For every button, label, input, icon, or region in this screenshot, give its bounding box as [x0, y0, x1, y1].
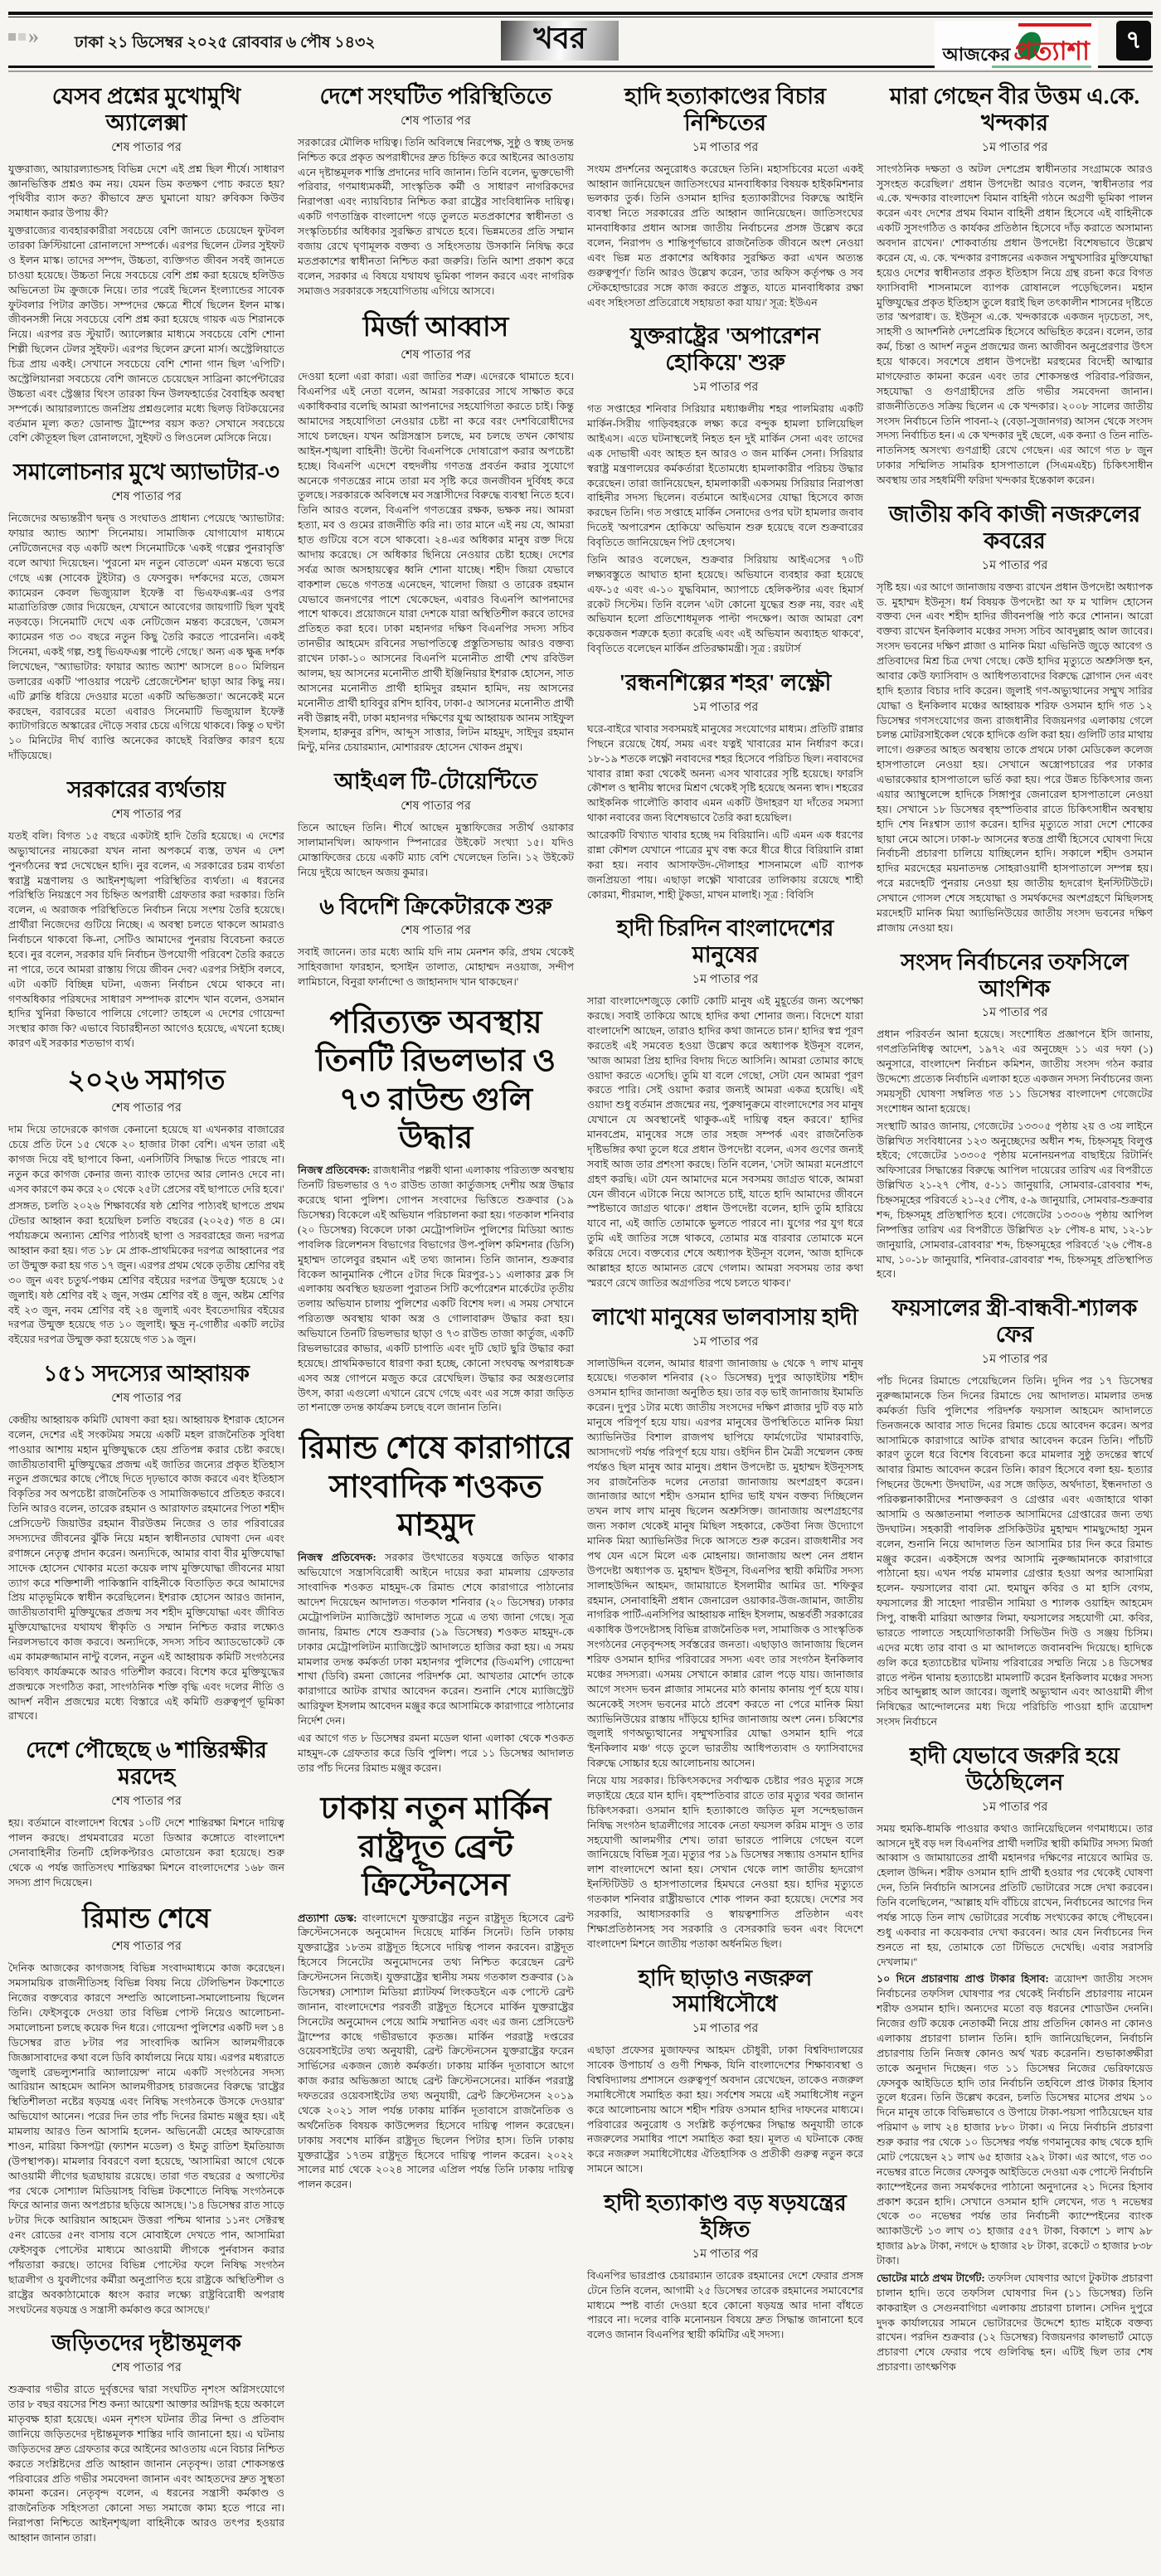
column-3	[587, 80, 863, 2356]
continued-from-label: শেষ পাতার পর	[111, 1101, 182, 1115]
article-paragraph: দেওয়া হলো এরা কারা। এরা জাতির শত্রু। এদেরকে থামাতে হবে। বিএনপির এই নেতা বলেন, আমরা সরকারের সাথে সাক্ষাত করে একাধিকবার বলেছি আমরা আপনাদের সহযোগিতা করতে চাই। কিন্তু আমাদের সহযোগিতা নেওয়ার চেষ্টা না করে বরং দেশবিরোধীদের সাথে চলছেন। যখন অগ্নিসন্ত্রাস চলছে, মব চলছে তখন কোথায় আইন-শৃঙ্খলা বাহিনী! উল্টো বিএনপিকে দোষারোপ করার অপচেষ্টা হচ্ছে। বিএনপি এদেশে বহুদলীয় গণতন্ত্র প্রবর্তন করার সুযোগে অনেকে গণতন্ত্রের নামে তারা মব সৃষ্টি করে জনজীবন দুর্বিষহ করে তুলছে। সরকারকে অবিলম্বে মব সন্ত্রাসীদের বিরুদ্ধে ব্যবস্থা নিতে হবে। তিনি আরও বলেন, বিএনপি গণতন্ত্রের রক্ষক, ভক্ষক নয়। আমরা হত্যা, মব ও গুমের রাজনীতি করি না। তার মানে এই নয় যে, আমরা হাত গুটিয়ে বসে বসে থাকবো। ২৪-এর অধিকার মানুষ রক্ত দিয়ে আদায় করেছে। সে অধিকার ছিনিয়ে নেওয়ার চেষ্টা হচ্ছে। দেশের সর্বত্র আজ অসহায়ত্বের ধ্বনি শোনা যাচ্ছে। শহীদ জিয়া যেভাবে বাকশাল ভেঙে গণতন্ত্র এনেছেন, খালেদা জিয়া ও তারেক রহমান যেভাবে জনগণের পাশে থেকেছেন, এবারও বিএনপি আপনাদের পাশে থাকবে। প্রয়োজনে যারা দেশকে যারা অস্থিতিশীল করবে তাদের প্রতিহত করা হবে। ঢাকা মহানগর দক্ষিণ বিএনপির সদস্য সচিব তানভীর আহমেদ রবিনের সভাপতিত্বে প্রস্তুতিসভায় আরও বক্তব্য রাখেন ঢাকা-১০ আসনের বিএনপি মনোনীত প্রার্থী শেখ রবিউল আলম, ছয় আসনের মনোনীত প্রার্থী ইঞ্জিনিয়ার ইশরাক হোসেন, সাত আসনের মনোনীত প্রার্থী হামিদুর রহমান হামিদ, নয় আসনের মনোনীত প্রার্থী হাবিবুর রশিদ হাবিব, ঢাকা-৫ আসনের মনোনীত প্রার্থী নবী উল্লাহ নবী, ঢাকা মহানগর দক্ষিণের যুগ্ম আহ্বায়ক আনম সাইফুল ইসলাম, হারুনুর রশিদ, আব্দুস সাত্তার, লিটন মাহমুদ, সাইদুর রহমান মিন্টু, মনির চেয়ারম্যান, মোশাররফ হোসেন খোকন প্রমুখ।	[298, 371, 574, 754]
article	[8, 1361, 284, 1724]
continued-from-label: ১ম পাতার পর	[692, 1334, 759, 1349]
continued-from-label: শেষ পাতার পর	[401, 924, 471, 938]
article-paragraph: ভোটের মাঠে প্রথম টার্গেট: তফসিল ঘোষণার আগে টুকটাক প্রচারণা চালান হাদি। তবে তফসিল ঘোষণার দিন (১১ ডিসেম্বর) তিনি কাকরাইল ও সেগুনবাগিচা এলাকায় প্রচারণা চালান। সেদিন দুপুরে দুদক কার্যালয়ের সামনে ভোটারদের উদ্দেশে হ্যান্ড মাইকে বক্তব্য রাখেন। পরদিন শুক্রবার (১২ ডিসেম্বর) বিজয়নগর কালভার্ট মোড়ে প্রচারণা শেষে ফেরার পথে গুলিবিদ্ধ হন। এটিই ছিল তার শেষ প্রচারণা। তাৎক্ষণিক	[877, 2272, 1153, 2374]
article-paragraph: সবাই জানেন। তার মধ্যে আমি যদি নাম মেনশন করি, প্রথম থেকেই সাহিবজাদা ফারহান, হুসাইন তালাত, মোহাম্মদ নওয়াজ, সন্দীপ লামিচানে, বিনুরা ফার্নান্দো ও জাহানদাদ খান থাকছেন।'	[298, 946, 574, 989]
article	[8, 777, 284, 1052]
article-headline: সমালোচনার মুখে অ্যাভাটার-৩	[13, 459, 279, 485]
article-headline: সরকারের ব্যর্থতায়	[66, 777, 226, 803]
article	[587, 84, 863, 310]
continued-from-label: শেষ পাতার পর	[111, 1391, 182, 1405]
article	[587, 1966, 863, 2178]
article	[8, 1903, 284, 2317]
corner-marker-icon	[8, 26, 39, 47]
byline: ভোটের মাঠে প্রথম টার্গেট:	[877, 2272, 989, 2284]
article	[8, 84, 284, 446]
continued-from-label: শেষ পাতার পর	[111, 1795, 182, 1809]
article-paragraph: সরকারের মৌলিক দায়িত্ব। তিনি অবিলম্বে নিরপেক্ষ, সুষ্ঠু ও স্বচ্ছ তদন্ত নিশ্চিত করে প্রকৃত অপরাধীদের দ্রুত চিহ্নিত করে আইনের আওতায় এনে দৃষ্টান্তমূলক শাস্তি প্রদানের দাবি জানান। তিনি বলেন, ভুক্তভোগী পরিবার, গণমাধ্যমকর্মী, সাংস্কৃতিক কর্মী ও সাধারণ নাগরিকদের নিরাপত্তা এবং ন্যায়বিচার নিশ্চিত করা রাষ্ট্রের সাংবিধানিক দায়িত্ব। একটি গণতান্ত্রিক বাংলাদেশ গড়ে তুলতে মতপ্রকাশের স্বাধীনতা ও সংস্কৃতিচর্চার অধিকার সুরক্ষিত রাখতে হবে। ভিন্নমতের প্রতি সম্মান বজায় রেখে ঘৃণামূলক বক্তব্য ও সহিংসতায় উসকানি নিষিদ্ধ করে মতপ্রকাশের স্বাধীনতা নিশ্চিত করা জরুরি। তিনি আশা প্রকাশ করে বলেন, সরকার এ বিষয়ে যথাযথ ভূমিকা পালন করবে এবং নাগরিক সমাজও সরকারকে সহযোগিতায় এগিয়ে আসবে।	[298, 136, 574, 297]
article-paragraph: ঘরে-বাইরে খাবার সবসময়ই মানুষের সংযোগের মাধ্যম। প্রতিটি রান্নার পিছনে রয়েছে ধৈর্য, সময় এবং যত্নই খাবারের মান নির্ধারণ করে। ১৮-১৯ শতকে লক্ষ্ণৌ নবাবদের শহর হিসেবে পরিচিত ছিল। নবাবদের খাবার রান্না করা থেকেই অনন্য এসব খাবারের সৃষ্টি হয়েছে। ফারসি কৌশল ও স্থানীয় স্বাদের মিশ্রণ থেকেই সৃষ্টি হয়েছে অনন্য স্বাদ। শহরের আইকনিক গালৌতি কাবাব এমন একটি উদাহরণ যা দাঁতের সমস্যা থাকা নবাবের জন্য বিশেষভাবে তৈরি করা হয়েছিল।	[587, 722, 863, 824]
article-paragraph: সারা বাংলাদেশজুড়ে কোটি কোটি মানুষ এই মুহূর্তের জন্য অপেক্ষা করছে। সবাই তাকিয়ে আছে হাদির কথা শোনার জন্য। বিদেশে যারা বাংলাদেশি আছেন, তারাও হাদির কথা জানতে চান।' হাদির স্বপ্ন পূরণ করতেই এই সমবেত হওয়া উল্লেখ করে অধ্যাপক ইউনূস বলেন, 'আজ আমরা প্রিয় হাদির বিদায় দিতে আসিনি। আমরা তোমার কাছে ওয়াদা করতে এসেছি। তুমি যা বলে গেছো, সেটা যেন আমরা পূরণ করতে পারি। সেই ওয়াদা করার জন্যই আমরা একত্র হয়েছি। এই ওয়াদা শুধু বর্তমান প্রজন্মের নয়, পুরুষানুক্রমে বাংলাদেশের সব মানুষ যেখানে যে অবস্থানেই থাকুক-এই দায়িত্ব বহন করবে।' হাদির মানবপ্রেম, মানুষের সঙ্গে তার সহজ সম্পর্ক এবং রাজনৈতিক দৃষ্টিভঙ্গির কথা তুলে ধরে প্রধান উপদেষ্টা বলেন, এসব গুণের জন্যই সবাই আজ তার প্রশংসা করছে। তিনি বলেন, 'সেটা আমরা মনেপ্রাণে গ্রহণ করছি। এটা যেন আমাদের মনে সবসময় জাগ্রত থাকে, আমরা যেন জীবনে এটাকে নিয়ে আসতে চাই, যাতে হাদি আমাদের জীবনে স্পষ্টভাবে জাগ্রত থাকে।' প্রধান উপদেষ্টা বলেন, হাদি তুমি হারিয়ে যাবে না, এই জাতি তোমাকে ভুলতে পারবে না। যুগের পর যুগ ধরে তুমি এই জাতির সঙ্গে থাকবে, তোমার মন্ত্র বারবার তোমাকে মনে করিয়ে দেবে। বক্তব্যের শেষে অধ্যাপক ইউনূস বলেন, 'আজ হাদিকে আল্লাহর হাতে আমানত রেখে গেলাম। আমরা সবসময় তার কথা স্মরণে রেখে জাতির অগ্রগতির পথে চলতে থাকব।'	[587, 995, 863, 1289]
article-headline: মির্জা আব্বাস	[362, 313, 509, 343]
article-paragraph: এছাড়া প্রফেসর মুজাফফর আহমদ চৌধুরী, ঢাকা বিশ্ববিদ্যালয়ের সাবেক উপাচার্য ও গুণী শিক্ষক, যিনি বাংলাদেশের শিক্ষাব্যবস্থা ও বিশ্ববিদ্যালয় প্রশাসনে গুরুত্বপূর্ণ অবদান রেখেছেন, তাকেও নজরুল সমাধিসৌধে সমাহিত করা হয়। সর্বশেষ সময়ে এই সমাধিসৌধ নতুন করে আলোচনায় আসে শহীদ শরিফ ওসমান হাদির দাফনের মাধ্যমে। পরিবারের অনুরোধ ও সংশ্লিষ্ট কর্তৃপক্ষের সিদ্ধান্ত অনুযায়ী তাকে নজরুলের সমাধির পাশে সমাহিত করা হয়। মূলত এ ঘটনাকে কেন্দ্র করে নজরুল সমাধিসৌধের ঐতিহাসিক ও প্রতীকী গুরুত্ব নতুন করে সামনে আসে।	[587, 2044, 863, 2175]
article-paragraph: তিনি আরও বলেছেন, শুক্রবার সিরিয়ায় আইএসের ৭০টি লক্ষ্যবস্তুতে আঘাত হানা হয়েছে। অভিযানে ব্যবহার করা হয়েছে এফ-১৫ এবং এ-১০ যুদ্ধবিমান, অ্যাপাচে হেলিকপ্টার এবং হিমার্স রকেট সিস্টেম। তিনি বলেন 'এটা কোনো যুদ্ধের শুরু নয়, বরং এই অভিযান হলো প্রতিশোধমূলক পাল্টা পদক্ষেপ। আজ আমরা বেশ কয়েকজন শত্রুকে হত্যা করেছি এবং এই অভিযান অব্যাহত থাকবে', বিবৃতিতে বলেছেন মার্কিন প্রতিরক্ষামন্ত্রী। সূত্র : রয়টার্স	[587, 553, 863, 655]
article	[587, 1305, 863, 1952]
article-headline: ২০২৬ সমাগত	[67, 1066, 226, 1096]
article-paragraph: সংযম প্রদর্শনের অনুরোধও করেছেন তিনি। মহাসচিবের মতো একই আহ্বান জানিয়েছেন জাতিসংঘের মানবাধিকার বিষয়ক হাইকমিশনার ভলকার তুর্ক। তিনি ওসমান হাদির হত্যাকারীদের বিরুদ্ধে আইনি ব্যবস্থা নিতে সরকারের প্রতি আহ্বান জানিয়েছেন। জাতিসংঘের মানবাধিকার প্রধান আসন্ন জাতীয় নির্বাচনের প্রসঙ্গ উল্লেখ করে বলেন, 'নিরাপদ ও শান্তিপূর্ণভাবে রাজনৈতিক জীবনে অংশ নেওয়া এবং ভিন্ন মত প্রকাশের অধিকার সুরক্ষিত করা এখন অত্যন্ত গুরুত্বপূর্ণ।' তিনি আরও উল্লেখ করেন, 'তার অফিস কর্তৃপক্ষ ও সব স্টেকহোল্ডারের সঙ্গে কাজ করতে প্রস্তুত, যাতে মানবাধিকার রক্ষা এবং সহিংসতা প্রতিরোধে সহায়তা করা যায়।' সূত্র: ইউএন	[587, 163, 863, 309]
continued-from-label: ১ম পাতার পর	[981, 140, 1048, 154]
article	[298, 769, 574, 880]
continued-from-label: শেষ পাতার পর	[401, 800, 471, 814]
article-headline: হাদি হত্যাকাণ্ডের বিচার নিশ্চিতের	[624, 84, 826, 135]
article	[587, 2190, 863, 2343]
continued-from-label: শেষ পাতার পর	[401, 348, 471, 362]
article-headline: হাদী চিরদিন বাংলাদেশের মানুষের	[616, 916, 834, 968]
article-paragraph: ১০ দিনে প্রচারণায় প্রাপ্ত টাকার হিসাব: ত্রয়োদশ জাতীয় সংসদ নির্বাচনের তফসিল ঘোষণার পর থেকেই নির্বাচনি প্রচারণায় নামেন শরীফ ওসমান হাদি। অন্যদের মতো বড় ধরনের শোডাউন দেননি। নিজের গুটি কয়েক নেতাকর্মী নিয়ে প্রায় প্রতিদিন কোনও না কোনও এলাকায় প্রচারণা চালান তিনি। হাদি জানিয়েছিলেন, নির্বাচনি প্রচারণায় তিনি নিজস্ব কোনও অর্থ খরচ করেননি। শুভাকাঙ্ক্ষীরা তাকে অনুদান দিচ্ছেন। গত ১১ ডিসেম্বর নিজের ভেরিফায়েড ফেসবুক আইডিতে হাদি তার নির্বাচনি তহবিলে প্রাপ্ত টাকার হিসাব তুলে ধরেন। তিনি উল্লেখ করেন, চলতি ডিসেম্বর মাসের প্রথম ১০ দিনে মানুষ তাকে বিভিন্নভাবে ও উপায়ে টাকা-পয়সা পাঠিয়েছেন যার পরিমাণ ৬ লাখ ২৪ হাজার ৮৮০ টাকা। এ নিয়ে নির্বাচনি প্রচারণা শুরু করার পর থেকে ১০ ডিসেম্বর পর্যন্ত গণমানুষের কাছ থেকে হাদি মোট পেয়েছেন ২১ লাখ ৬৫ হাজার ২৯২ টাকা। এর আগে, গত ৩০ নভেম্বর রাতে নিজের ফেসবুক আইডিতে দেওয়া এক পোস্টে নির্বাচনি ক্যাম্পেইনের জন্য সমর্থকদের পাঠানো অনুদানের ২১ দিনের হিসাব প্রকাশ করেন হাদি। সেখানে ওসমান হাদি লেখেন, গত ৭ নভেম্বর থেকে ৩০ নভেম্বর পর্যন্ত তার নির্বাচনী ক্যাম্পেইনের ব্যাংক অ্যাকাউন্টে ১৩ লাখ ৩১ হাজার ৫৫৭ টাকা, বিকাশে ১ লাখ ৯৮ হাজার ৯৮৯ টাকা, নগদে ৬ হাজার ২৮ টাকা, রকেটে ৩ হাজার ৮৩৮ টাকা।	[877, 1973, 1153, 2267]
article	[298, 894, 574, 990]
article-headline: লাখো মানুষের ভালবাসায় হাদী	[592, 1304, 858, 1329]
article-headline: যেসব প্রশ্নের মুখোমুখি অ্যালেক্সা	[51, 84, 241, 135]
article	[877, 1743, 1153, 2375]
byline: প্রত্যাশা ডেস্ক:	[298, 1912, 363, 1924]
byline: নিজস্ব প্রতিবেদক:	[298, 1164, 373, 1177]
article-paragraph: আরেকটি বিখ্যাত খাবার হচ্ছে দম বিরিয়ানি। এটি এমন এক ধরণের রান্না কৌশল যেখানে পাত্রের মুখ বন্ধ করে ধীরে ধীরে বিরিয়ানি রান্না করা হয়। নবাব আসাফউদ-দৌলাহর শাসনামলে এটি ব্যাপক জনপ্রিয়তা পায়। এছাড়া লক্ষ্ণৌ খাবারের তালিকায় রয়েছে শাহী কোরমা, শীরমাল, শাহী টুকডা, মাখন মালাই। সূত্র : বিবিসি	[587, 829, 863, 901]
article	[877, 502, 1153, 936]
article-headline: রিমান্ড শেষে কারাগারে সাংবাদিক শওকত মাহমুদ	[299, 1431, 572, 1543]
article-paragraph: প্রধান পরিবর্তন আনা হয়েছে। সংশোধিত প্রজ্ঞাপনে ইসি জানায়, গণপ্রতিনিধিত্ব আদেশ, ১৯৭২ এর অনুচ্ছেদ ১১ এর দফা (১) অনুসারে, বাংলাদেশ নির্বাচন কমিশন, জাতীয় সংসদ গঠন করার উদ্দেশ্যে প্রত্যেক নির্বাচনি এলাকা হতে একজন সদস্য নির্বাচনের জন্য সময়সূচী ঘোষণা সম্বলিত গত ১১ ডিসেম্বর বাংলাদেশ গেজেটের সংশোধন আনা হয়েছে।	[877, 1028, 1153, 1115]
article-headline: ফয়সালের স্ত্রী-বান্ধবী-শ্যালক ফের	[891, 1295, 1138, 1348]
article	[298, 1004, 574, 1416]
article-headline: আইএল টি-টোয়েন্টিতে	[334, 769, 537, 795]
article-headline: ঢাকায় নতুন মার্কিন রাষ্ট্রদূত ব্রেন্ট ক্রিস্টেনসেন	[320, 1791, 551, 1903]
date-line: ঢাকা ২১ ডিসেম্বর ২০২৫ রোববার ৬ পৌষ ১৪৩২	[75, 34, 376, 51]
column-2	[298, 80, 574, 2206]
article	[298, 1790, 574, 2194]
article-paragraph: শুক্রবার গভীর রাতে দুর্বৃত্তদের দ্বারা সংঘটিত নৃশংস অগ্নিসংযোগে তার ৮ বছর বয়সের শিশু কন্যা আয়েশা আক্তার অগ্নিদগ্ধ হয়ে অকালে মাতৃবক্ষ হারা হয়েছে। এমন নৃশংস ঘটনার তীব্র নিন্দা ও প্রতিবাদ জানিয়ে জড়িতদের দৃষ্টান্তমূলক শাস্তির দাবি জানানো হয়। এ ঘটনায় জড়িতদের দ্রুত গ্রেফতার করে আইনের আওতায় এনে বিচার নিশ্চিত করতে সংশ্লিষ্টদের প্রতি আহ্বান জানান নেতৃবৃন্দ। তারা শোকসন্তপ্ত পরিবারের প্রতি গভীর সমবেদনা জানান এবং আহতদের দ্রুত সুস্থতা কামনা করেন। নেতৃবৃন্দ বলেন, এ ধরনের সন্ত্রাসী কর্মকাণ্ড ও রাজনৈতিক সহিংসতা কোনো সভ্য সমাজে কাম্য হতে পারে না। নিরাপত্তা নিশ্চিতে আইনশৃঙ্খলা বাহিনীকে আরও তৎপর হওয়ার আহ্বান জানান তারা।	[8, 2384, 284, 2544]
logo-tagline-green-strip	[992, 66, 1091, 68]
article-headline: 'রন্ধনশিল্পের শহর' লক্ষ্ণৌ	[619, 670, 832, 696]
article	[298, 84, 574, 299]
article-paragraph: যতই বলি। বিগত ১৫ বছরে একটাই হাদি তৈরি হয়েছে। এ দেশের অভ্যুত্থানের নায়কেরা যখন নানা অপকর্মে ব্যস্ত, তখন এ দেশ পুনর্গঠনের স্বপ্ন দেখেছেন হাদি। নুর বলেন, এ সরকারের চরম ব্যর্থতা স্বরাষ্ট্র মন্ত্রণালয় ও আইনশৃঙ্খলা পরিস্থিতির ব্যর্থতা। এ ধরনের পরিস্থিতি নিয়ন্ত্রণে সব চিহ্নিত অপরাধী গ্রেফতার করা দরকার। তিনি বলেন, এ অরাজক পরিস্থিতিতে নির্বাচন নিয়ে সংশয় তৈরি হয়েছে। প্রার্থীরা নিজেদের গুটিয়ে নিচ্ছে। এ অবস্থা চলতে থাকলে আমরাও নির্বাচনে থাকবো কি-না, সেটিও আমাদের পুনরায় বিবেচনা করতে হবে। নুর বলেন, সরকার যদি নির্বাচন উপযোগী পরিবেশ তৈরি করতে না পারে, তবে আমরা রাস্তায় গিয়ে জীবন দেব? এরপর সিইসি বলবে, এটা একটি বিচ্ছিন্ন ঘটনা, এজন্য নির্বাচন থেমে থাকবে না। গণঅধিকার পরিষদের সাধারণ সম্পাদক রাশেদ খান বলেন, ওসমান হাদির খুনিরা কিভাবে পালিয়ে গেলো? তাহলে এ দেশের গোয়েন্দা সংস্থার কাজ কি? এভাবে বিচারহীনতা আগেও হয়েছে, এখনো হচ্ছে। কারণ এই সরকার শতভাগ ব্যর্থ।	[8, 829, 284, 1050]
byline: ১০ দিনে প্রচারণায় প্রাপ্ত টাকার হিসাব:	[877, 1973, 1055, 1985]
article-headline: পরিত্যক্ত অবস্থায় তিনটি রিভলভার ও ৭৩ রাউন্ড গুলি উদ্ধার	[315, 1005, 556, 1156]
article-columns	[8, 80, 1153, 2559]
article-paragraph: দৈনিক আজকের কাগজসহ বিভিন্ন সংবাদমাধ্যমে কাজ করেছেন। সমসাময়িক রাজনীতিসহ বিভিন্ন বিষয় নিয়ে টেলিভিশন টকশোতে নিজের বক্তব্যের কারণে সম্প্রতি আলোচনা-সমালোচনায় ছিলেন তিনি। ফেইসবুকে দেওয়া তার বিভিন্ন পোস্ট নিয়েও আলোচনা-সমালোচনা চলছে কয়েক দিন ধরে। গোয়েন্দা পুলিশের একটি দল ১৪ ডিসেম্বর রাত ৮টার পর সাংবাদিক আনিস আলমগীরকে জিজ্ঞাসাবাদের কথা বলে ডিবি কার্যালয়ে নিয়ে যায়। এরপর মধ্যরাতে 'জুলাই রেভল্যুশনারি অ্যালায়েন্স' নামে একটি সংগঠনের সদস্য আরিয়ান আহমেদ আনিস আলমগীরসহ চারজনের বিরুদ্ধে 'রাষ্ট্রের স্থিতিশীলতা নষ্টের ষড়যন্ত্র এবং নিষিদ্ধ সংগঠনকে উসকে দেওয়ার' অভিযোগ আনেন। পরের দিন তার পাঁচ দিনের রিমান্ড মঞ্জুর হয়। এই মামলায় আরও তিন আসামি হলেন- অভিনেত্রী মেহের আফরোজ শাওন, মারিয়া কিসপট্টা (ফ্যাশন মডেল) ও ইমতু রাতিশ ইমতিয়াজ (উপস্থাপক)। মামলার বিবরণে বলা হয়েছে, 'আসামিরা আগে থেকে আওয়ামী লীগের ছত্রছায়ায় রয়েছে। তারা গত বছরের ৫ অগাস্টের পর থেকে সোশ্যাল মিডিয়াসহ বিভিন্ন টকশোতে নিষিদ্ধ সংগঠনকে ফিরে আনার জন্য অপপ্রচার ছড়িয়ে আসছে। '১৪ ডিসেম্বর রাত সাড়ে ৮টার দিকে আরিয়ান আহমেদ উত্তরা পশ্চিম থানার ১১নং সেক্টরস্থ ৫নং রোডের ৫নং বাসায় বসে মোবাইলে দেখতে পান, আসামিরা ফেইসবুক পোস্টের মাধ্যমে আওয়ামী লীগকে পুর্নবাসন করার পাঁয়তারা করছে। তাদের বিভিন্ন পোস্টের ফলে নিষিদ্ধ সংগঠন ছাত্রলীগ ও যুবলীগের কর্মীরা অনুপ্রাণিত হয়ে রাষ্ট্রকে অস্থিতিশীল ও রাষ্ট্রের অবকাঠামোকে ধ্বংস করার লক্ষ্যে রাষ্ট্রবিরোধী অপরাধ সংঘটনের ষড়যন্ত্র ও সন্ত্রাসী কর্মকাণ্ড করে আসছে।'	[8, 1962, 284, 2316]
article-paragraph: হয়। বর্তমানে বাংলাদেশ বিশ্বের ১০টি দেশে শান্তিরক্ষা মিশনে দায়িত্ব পালন করছে। প্রথমবারের মতো ডিআর কঙ্গোতে বাংলাদেশ সেনাবাহিনীর তিনটি হেলিকপ্টারও মোতায়েন করা হয়েছে। শুরু থেকে এ পর্যন্ত জাতিসংঘ শান্তিরক্ষা মিশনে বাংলাদেশের ১৬৮ জন সদস্য প্রাণ দিয়েছেন।	[8, 1817, 284, 1888]
article-paragraph: গত সপ্তাহের শনিবার সিরিয়ার মধ্যাঞ্চলীয় শহর পালমিরায় একটি মার্কিন-সিরীয় গাড়িবহরকে লক্ষ্য করে বন্দুক হামলা চালিয়েছিল আইএস। এতে ঘটনাস্থলেই নিহত হন দুই মার্কিন সেনা এবং তাদের এক দোভাষী এবং আহত হন আরও ৩ জন মার্কিন সেনা। সিরিয়ার স্বরাষ্ট্র মন্ত্রণালয়ের কর্মকর্তারা ইতোমধ্যে হামলাকারীর পরিচয় উদ্ধার করেছেন। তারা জানিয়েছেন, হামলাকারী একসময় সিরিয়ার নিরাপত্তা বাহিনীর সদস্য ছিলেন। বর্তমানে আইএসের যোদ্ধা হিসেবে কাজ করছেন তিনি। গত সপ্তাহে মার্কিন সেনাদের ওপর ঘটা হামলার জবাব দিতেই 'অপারেশন হোকিয়ে' অভিযান শুরু হয়েছে বলে শুক্রবারের বিবৃতিতে জানিয়েছেন পিট হেগসেথ।	[587, 403, 863, 549]
logo-tagline-red-strip	[1018, 23, 1091, 27]
article-headline: ৬ বিদেশি ক্রিকেটারকে শুরু	[319, 893, 552, 919]
continued-from-label: ১ম পাতার পর	[981, 1800, 1048, 1814]
continued-from-label: শেষ পাতার পর	[111, 807, 182, 821]
article-paragraph: সময় হুমকি-ধামকি পাওয়ার কথাও জানিয়েছিলেন গণমাধ্যমে। তার আসনে দুই বড় দল বিএনপির প্রার্থী দলটির স্থায়ী কমিটির সদস্য মির্জা আব্বাস ও জামায়াতের প্রার্থী মহানগর দক্ষিণের নায়েবে আমির ড. হেলাল উদ্দিন। শরীফ ওসমান হাদি প্রার্থী হওয়ার পর থেকেই ঘোষণা দেন, তিনি নির্বাচনি আসনের প্রতিটি ভোটারের সঙ্গে দেখা করবেন। তিনি বলেছিলেন, ''আল্লাহ যদি বাঁচিয়ে রাখেন, নির্বাচনের আগের দিন পর্যন্ত সাড়ে তিন লাখ ভোটারের সর্বোচ্চ সংখ্যকের কাছে পৌছবেন। শুধু একবার না কয়েকবার দেখা করবেন। আর যেন নির্বাচনের দিন শুনতে না হয়, তোমাকে তো টিভিতে দেখেছি। এবার সরাসরি দেখলাম।''	[877, 1822, 1153, 1968]
article-headline: যুক্তরাষ্ট্রের 'অপারেশন হোকিয়ে' শুরু	[630, 323, 820, 376]
article-headline: হাদি ছাড়াও নজরুল সমাধিসৌধে	[638, 1965, 813, 2017]
masthead	[8, 17, 1153, 64]
continued-from-label: শেষ পাতার পর	[111, 2361, 182, 2375]
article-paragraph: তিনে আছেন তিনি। শীর্ষে আছেন মুস্তাফিজের সতীর্থ ওয়াকার সালামানখিল। আফগান স্পিনারের উইকেট সংখ্যা ১৫। যদিও মোস্তাফিজের চেয়ে একটি ম্যাচ বেশি খেলেছেন তিনি। ১২ উইকেট নিয়ে দুইয়ে আছেন অজয় কুমার।	[298, 822, 574, 878]
continued-from-label: ১ম পাতার পর	[692, 2022, 759, 2036]
continued-from-label: ১ম পাতার পর	[692, 381, 759, 395]
newspaper-logo	[935, 21, 1098, 69]
article-paragraph: প্রসঙ্গত, চলতি ২০২৬ শিক্ষাবর্ষের ষষ্ঠ শ্রেণির পাঠ্যবই ছাপতে প্রথম টেন্ডার আহ্বান করা হয়েছিল চলতি বছরের (২০২৫) গত ৪ মে। পর্যায়ক্রমে অন্যান্য শ্রেণির পাঠ্যবই ছাপা ও সরবরাহের জন্য দরপত্র আহ্বান করা হয়। গত ১৮ মে প্রাক-প্রাথমিকের দরপত্র আহ্বানের পর তা উন্মুক্ত করা হয় গত ১৭ জুন। এরপর প্রথম থেকে তৃতীয় শ্রেণির বই ৩০ জুন এবং চতুর্থ-পঞ্চম শ্রেণির বইয়ের দরপত্র উন্মুক্ত হয়েছে ১৫ জুলাই। ষষ্ঠ শ্রেণির বই ২ জুন, সপ্তম শ্রেণির বই ৪ জুন, অষ্টম শ্রেণির বই ২৩ জুন, নবম শ্রেণির বই ২৪ জুলাই এবং ইবতেদায়ির বইয়ের দরপত্র উন্মুক্ত হয়েছে গত ১০ জুলাই। ক্ষুদ্র নৃ-গোষ্ঠীর একটি লটের বইয়ের দরপত্র উন্মুক্ত করা হয়েছে গত ১৯ জুন।	[8, 1200, 284, 1346]
article-headline: রিমান্ড শেষে	[82, 1904, 211, 1935]
square-icon	[8, 33, 16, 41]
continued-from-label: ১ম পাতার পর	[981, 558, 1048, 572]
section-title: খবর	[533, 22, 586, 55]
continued-from-label: ১ম পাতার পর	[692, 2247, 759, 2261]
article-headline: ১৫১ সদস্যের আহ্বায়ক	[43, 1361, 250, 1387]
continued-from-label: ১ম পাতার পর	[692, 700, 759, 714]
article	[298, 312, 574, 756]
article	[8, 1738, 284, 1890]
article-paragraph: যুক্তরাজ্যের ব্যবহারকারীরা সবচেয়ে বেশি জানতে চেয়েছেন ফুটবল তারকা ক্রিস্টিয়ানো রোনালদো সম্পর্কে। এরপর ছিলেন টেলর সুইফট ও ইলন মাস্ক। তাদের সম্পদ, উচ্চতা, ব্যক্তিগত জীবন সবই জানতে চাওয়া হয়েছে। উচ্চতা নিয়ে সবচেয়ে বেশি প্রশ্ন করা হয়েছে হলিউড অভিনেতা টম ক্রুজকে নিয়ে। তার পরেই ছিলেন ইংল্যান্ডের সাবেক ফুটবলার পিটার ক্রাউচ। সম্পদের ক্ষেত্রে শীর্ষে ছিলেন ইলন মাস্ক। জীবনসঙ্গী নিয়ে সবচেয়ে বেশি প্রশ্ন করা হয়েছে গায়ক এড শিরানকে নিয়ে। এরপর রড স্টুয়ার্ট। অ্যালেক্সার মাধ্যমে সবচেয়ে বেশি শোনা শিল্পী ছিলেন টেলর সুইফট। এরপর ছিলেন ব্রুনো মার্স। অস্ট্রেলিয়াতে চিত্র প্রায় একই। সেখানে সবচেয়ে বেশি শোনা গান ছিল 'এপিটি'। অস্ট্রেলিয়ানরা সবচেয়ে বেশি জানতে চেয়েছেন সাব্রিনা কার্পেন্টারের উচ্চতা এবং স্ট্রেঞ্জার থিংস তারকা ফিন উলফহার্ডের বৈবাহিক অবস্থা সম্পর্কে। আয়ারল্যান্ডে জনপ্রিয় প্রশ্নগুলোর মধ্যে ছিলড় বিটকয়েনের বর্তমান মূল্য কত? ডোনাল্ড ট্রাম্পের বয়স কত? সেখানে সবচেয়ে বেশি কৌতূহল ছিল রোনালদো, সুইফট ও লিওনেল মেসিকে নিয়ে।	[8, 225, 284, 445]
article	[877, 950, 1153, 1283]
article-headline: মারা গেছেন বীর উত্তম এ.কে. খন্দকার	[889, 84, 1140, 135]
article-headline: সংসদ নির্বাচনের তফসিলে আংশিক	[901, 949, 1129, 1001]
article	[587, 916, 863, 1290]
article-headline: জাতীয় কবি কাজী নজরুলের কবরের	[888, 501, 1141, 553]
continued-from-label: ১ম পাতার পর	[981, 1353, 1048, 1366]
article	[587, 323, 863, 657]
column-1	[8, 80, 284, 2559]
article-paragraph: নিজেদের অভ্যন্তরীণ দ্বন্দ্ব ও সংঘাতও প্রাধান্য পেয়েছে 'অ্যাভাটার: ফায়ার অ্যান্ড অ্যাশ' সিনেমায়। সামাজিক যোগাযোগ মাধ্যমে নেটিজেনদের বড় একটি অংশ সিনেমাটিকে 'একই গল্পের পুনরাবৃত্তি' বলে আখ্যা দিয়েছেন। 'পুরনো মদ নতুন বোতলে' এমন মন্তব্যে ভরে গেছে এক্স (সাবেক টুইটার) ও ফেসবুক। দর্শকদের মতে, জেমস ক্যামেরন কেবল ভিজ্যুয়াল ইফেক্ট বা ভিএফএক্স-এর ওপর মাত্রাতিরিক্ত জোর দিয়েছেন, যেখানে আবেগের জায়গাটি ছিল খুবই নড়বড়ে। সিনেমাটি দেখে এক নেটিজেন মন্তব্য করেছেন, 'জেমস ক্যামেরন গত ৩০ বছরে নতুন কিছু তৈরি করতে পারেননি। একই সিনেমা, একই গল্প, শুধু ভিএফএক্স পাল্টে গেছে।' অন্য এক ক্ষুব্ধ দর্শক লিখেছেন, ''অ্যাভাটার: ফায়ার অ্যান্ড অ্যাশ' আসলে ৪০০ মিলিয়ন ডলারের একটি 'পাওয়ার পয়েন্ট প্রেজেন্টেশন' ছাড়া আর কিছু নয়। এটি ক্লান্তি ধরিয়ে দেওয়ার মতো একটি অভিজ্ঞতা।' অনেকেই মনে করছেন, বরাবরের মতো এবারও সিনেমাটি ভিজ্যুয়াল ইফেক্ট ক্যাটাগরিতে অস্কারের দৌড়ে সবার চেয়ে এগিয়ে থাকবে। কিন্তু ৩ ঘণ্টা ১০ মিনিটের দীর্ঘ ব্যাপ্তি অনেকের কাছেই বিরক্তির কারণ হয়ে দাঁড়িয়েছে।	[8, 513, 284, 762]
article-headline: দেশে পৌছেছে ৬ শান্তিরক্ষীর মরদেহ	[26, 1738, 267, 1790]
continued-from-label: শেষ পাতার পর	[111, 490, 182, 504]
article-headline: হাদী যেভাবে জরুরি হয়ে উঠেছিলেন	[910, 1743, 1120, 1795]
byline: নিজস্ব প্রতিবেদক:	[298, 1552, 386, 1564]
article	[8, 1065, 284, 1348]
article-paragraph: সালাউদ্দিন বলেন, আমার ধারণা জানাজায় ৬ থেকে ৭ লাখ মানুষ হয়েছে। গতকাল শনিবার (২০ ডিসেম্বর) দুপুর আড়াইটায় শহীদ ওসমান হাদির জানাজা অনুষ্ঠিত হয়। তার বড় ভাই জানাজায় ইমামতি করেন। দুপুর ১টার মধ্যে জাতীয় সংসদের দক্ষিণ প্লাজার দুটি বড় মাঠ মানুষে পরিপূর্ণ হয়ে যায়। এরপর মানুষের উপস্থিতিতে মানিক মিয়া অ্যাভিনিউর বিশাল রাজপথ ছাপিয়ে ফার্মগেটের খামারবাড়ি, আসাদগেট পর্যন্ত পরিপূর্ণ হয়ে যায়। ওইদিন চীন মৈত্রী সম্মেলন কেন্দ্র পর্যন্তও ছিল মানুষ আর মানুষ। প্রধান উপদেষ্টা ড. মুহাম্মদ ইউনূসসহ সব রাজনৈতিক দলের নেতারা জানাজায় অংশগ্রহণ করেন। জানাজার আগে শহীদ ওসমান হাদির ভাই যখন বক্তব্য দিচ্ছিলেন তখন লাখ লাখ মানুষ ছিলেন অশ্রুসিক্ত। জানাজায় অংশগ্রহণের জন্য সকাল থেকেই মানুষ মিছিল সহকারে, কেউবা নিজ উদ্যোগে মানিক মিয়া অ্যাভিনিউর দিকে আসতে শুরু করেন। রাজধানীর সব পথ যেন এসে মিলে এক মোহনায়। জানাজায় অংশ নেন প্রধান উপদেষ্টা অধ্যাপক ড. মুহাম্মদ ইউনূস, বিএনপির স্থায়ী কমিটির সদস্য সালাহউদ্দিন আহমদ, জামায়াতে ইসলামীর আমির ডা. শফিকুর রহমান, সেনাবাহিনী প্রধান জেনারেল ওয়াকার-উজ-জামান, জাতীয় নাগরিক পার্টি-এনসিপির আহ্বায়ক নাহিদ ইসলাম, অন্তর্বর্তী সরকারের একাধিক উপদেষ্টাসহ বিভিন্ন রাজনৈতিক দল, সামাজিক ও সাংস্কৃতিক সংগঠনের নেতৃবৃন্দসহ সর্বস্তরের জনতা। এছাড়াও জানাজায় ছিলেন শরিফ ওসমান হাদির পরিবারের সদস্য এবং তার সংগঠন ইনকিলাব মঞ্চের সদস্যরা। এসময় সেখানে কান্নার রোল পড়ে যায়। জানাজার আগে সংসদ ভবন প্লাজার সামনের মাঠ কানায় কানায় পূর্ণ হয়ে যায়। অনেকেই সংসদ ভবনের মাঠে প্রবেশ করতে না পেরে মানিক মিয়া অ্যাভিনিউয়ের রাস্তায় দাঁড়িয়ে হাদির জানাজায় অংশ নেন। চব্বিশের জুলাই গণঅভ্যুত্থানের সম্মুখসারির যোদ্ধা ওসমান হাদি পরে 'ইনকিলাব মঞ্চ' গড়ে তুলে ভারতীয় আধিপত্যবাদ ও ফ্যাসিবাদের বিরুদ্ধে সোচ্চার হয়ে আলোচনায় আসেন।	[587, 1357, 863, 1770]
continued-from-label: শেষ পাতার পর	[111, 1940, 182, 1954]
article-paragraph: প্রত্যাশা ডেস্ক: বাংলাদেশে যুক্তরাষ্ট্রের নতুন রাষ্ট্রদূত হিসেবে ব্রেন্ট ক্রিস্টেনসেনকে অনুমোদন দিয়েছে মার্কিন সিনেট। তিনি ঢাকায় যুক্তরাষ্ট্রের ১৮তম রাষ্ট্রদূত হিসেবে দায়িত্ব পালন করবেন। রাষ্ট্রদূত হিসেবে সিনেটের অনুমোদনের তথ্য নিশ্চিত করেছেন ব্রেন্ট ক্রিস্টেনসেন নিজেই। যুক্তরাষ্ট্রের স্থানীয় সময় গতকাল শুক্রবার (১৯ ডিসেম্বর) সোশ্যাল মিডিয়া প্ল্যাটফর্ম লিংকডইনে এক পোস্টে ব্রেন্ট জানান, বাংলাদেশের পরবর্তী রাষ্ট্রদূত হিসেবে মার্কিন যুক্তরাষ্ট্রের সিনেটের অনুমোদন পেয়ে আমি সম্মানিত এবং এর জন্য প্রেসিডেন্ট ট্রাম্পের কাছে গভীরভাবে কৃতজ্ঞ। মার্কিন পররাষ্ট্র দপ্তরের ওয়েবসাইটের তথ্য অনুযায়ী, ব্রেন্ট ক্রিস্টেনসেন যুক্তরাষ্ট্রের ফরেন সার্ভিসের একজন জ্যেষ্ঠ কর্মকর্তা। ঢাকায় মার্কিন দূতাবাসে আগে কাজ করার অভিজ্ঞতা আছে ব্রেন্ট ক্রিস্টেনসেনের। মার্কিন পররাষ্ট্র দফতরের ওয়েবসাইটের তথ্য অনুযায়ী, ব্রেন্ট ক্রিস্টেনসেন ২০১৯ থেকে ২০২১ সাল পর্যন্ত ঢাকায় মার্কিন দূতাবাসে রাজনৈতিক ও অর্থনৈতিক বিষয়ক কাউন্সেলর হিসেবে দায়িত্ব পালন করেছেন। ঢাকায় সবশেষ মার্কিন রাষ্ট্রদূত ছিলেন পিটার হাস। তিনি ঢাকায় যুক্তরাষ্ট্রের ১৭তম রাষ্ট্রদূত হিসেবে দায়িত্ব পালন করেন। ২০২২ সালের মার্চ থেকে ২০২৪ সালের এপ্রিল পর্যন্ত তিনি ঢাকায় দায়িত্ব পালন করেন।	[298, 1912, 574, 2191]
continued-from-label: শেষ পাতার পর	[401, 114, 471, 128]
article	[8, 2331, 284, 2545]
logo-prefix: আজকের	[942, 44, 1011, 65]
article	[8, 459, 284, 764]
article-paragraph: নিজস্ব প্রতিবেদক: সরকার উৎখাতের ষড়যন্ত্রে জড়িত থাকার অভিযোগে সন্ত্রাসবিরোধী আইনে দায়ের করা মামলায় গ্রেফতার সাংবাদিক শওকত মাহমুদ-কে রিমান্ড শেষে কারাগারে পাঠানোর আদেশ দিয়েছেন আদালত। গতকাল শনিবার (২০ ডিসেম্বর) ঢাকার মেট্রোপলিটন ম্যাজিস্ট্রেট আদালত সূত্রে এ তথ্য জানা গেছে। সূত্র জানায়, রিমান্ড শেষে শুক্রবার (১৯ ডিসেম্বর) শওকত মাহমুদ-কে ঢাকার মেট্রোপলিটন ম্যাজিস্ট্রেট আদালতে হাজির করা হয়। এ সময় মামলার তদন্ত কর্মকর্তা ঢাকা মহানগর পুলিশের (ডিএমপি) গোয়েন্দা শাখা (ডিবি) রমনা জোনের পরিদর্শক মো. আখতার মোর্শেদ তাকে কারাগারে আটক রাখার আবেদন করেন। শুনানি শেষে ম্যাজিস্ট্রেট আরিফুল ইসলাম আবেদন মঞ্জুর করে আসামিকে কারাগারে পাঠানোর নির্দেশ দেন।	[298, 1552, 574, 1728]
article	[877, 1295, 1153, 1730]
masthead-rule-gray	[8, 70, 1153, 72]
article-headline: হাদী হত্যাকাণ্ড বড় ষড়যন্ত্রের ইঙ্গিত	[604, 2190, 847, 2242]
article	[298, 1429, 574, 1776]
article-paragraph: নিজস্ব প্রতিবেদক: রাজধানীর পল্লবী থানা এলাকায় পরিত্যক্ত অবস্থায় তিনটি রিভলভার ও ৭৩ রাউন্ড তাজা কার্তুজসহ দেশীয় অস্ত্র উদ্ধার করেছে থানা পুলিশ। গোপন সংবাদের ভিত্তিতে শুক্রবার (১৯ ডিসেম্বর) বিকেলে এই অভিযান পরিচালনা করা হয়। গতকাল শনিবার (২০ ডিসেম্বর) বিকেলে ঢাকা মেট্রোপলিটন পুলিশের মিডিয়া অ্যান্ড পাবলিক রিলেশনস বিভাগের বিভাগের উপ-পুলিশ কমিশনার (ডিসি) মুহাম্মদ তালেবুর রহমান এই তথ্য জানান। তিনি জানান, শুক্রবার বিকেল আনুমানিক পৌনে ৫টার দিকে মিরপুর-১১ এলাকার ব্লক সি এলাকায় অবস্থিত ছয়তলা পুরাতন সিটি কর্পোরেশন মার্কেটের তৃতীয় তলায় অভিযান চালায় পুলিশের একটি বিশেষ দল। এ সময় সেখানে পরিত্যক্ত অবস্থায় থাকা অস্ত্র ও গোলাবারুদ উদ্ধার করা হয়। অভিযানে তিনটি রিভলভার ছাড়া ও ৭৩ রাউন্ড তাজা কার্তুজ, একটি রিভলভারের কাভার, একটি চাপাতি এবং দুটি ছোট ছুরি উদ্ধার করা হয়েছে। প্রাথমিকভাবে ধারণা করা হচ্ছে, কোনো সংঘবদ্ধ অপরাধচক্র এসব অস্ত্র গোপনে মজুত করে রেখেছিল। উদ্ধার কর অস্ত্রগুলোর উৎস, কারা এগুলো এখানে রেখে গেছে এবং এর সঙ্গে কারা জড়িত তা শনাক্তে তদন্ত কার্যক্রম চলছে বলে জানান তিনি।	[298, 1164, 574, 1414]
square-icon	[18, 33, 26, 41]
logo-main-wrap	[1013, 38, 1090, 64]
article-paragraph: পাঁচ দিনের রিমান্ডে পেয়েছিলেন তিনি। দুদিন পর ১৭ ডিসেম্বর নুরুজ্জামানকে তিন দিনের রিমান্ডে দেয় আদালত। মামলার তদন্ত কর্মকর্তা ডিবি পুলিশের পরিদর্শক ফয়সাল আহমেদ আদালতে তিনজনকে আবার সাত দিনের রিমান্ড চেয়ে আবেদন করেন। অপর আসামিকে কারাগারে আটক রাখার আবেদন করেন তিনি। পাঁচটি কারণ তুলে ধরে বিশেষ বিবেচনা করে মামলার সুষ্ঠু তদন্তের স্বার্থে আবার রিমান্ড আবেদন করেন তিনি। কারণ হিসেবে বলা হয়- হত্যার পিছনের উদ্দেশ্য উদঘাটন, এর সঙ্গে জড়িত, অর্থদাতা, ইন্ধনদাতা ও পরিকল্পনাকারীদের শনাক্তকরণ ও গ্রেপ্তার এবং এজাহারে থাকা আসামি ও অজ্ঞাতনামা পলাতক আসামিদের গ্রেপ্তারের জন্য তথ্য উদঘাটন। সহকারী পাবলিক প্রসিকিউটর মুহাম্মদ শামছুদ্দোহা সুমন বলেন, শুনানি নিয়ে আদালত তিন আসামির চার দিন করে রিমান্ড মঞ্জুর করেন। একইসঙ্গে অপর আসামি নুরুজ্জামানকে কারাগারে পাঠানো হয়। এখন পর্যন্ত মামলার গ্রেপ্তার হওয়া অপর আসামিরা হলেন- ফয়সালের বাবা মো. হুমায়ুন কবির ও মা হাসি বেগম, ফয়সালের স্ত্রী সাহেদা পারভীন সামিয়া ও শ্যালক ওয়াহিদ আহমেদ সিপু, বান্ধবী মারিয়া আক্তার লিমা, ফয়সালের সহযোগী মো. কবির, ভারতে পালাতে সহযোগিতাকারী সিভিউন দিউ ও সঞ্জয় চিসিম। এদের মধ্যে তার বাবা ও মা আদালতে জবানবন্দি দিয়েছে। হাদিকে গুলি করে হত্যাচেষ্টার ঘটনায় পরিবারের সম্মতি নিয়ে ১৪ ডিসেম্বর রাতে পল্টন থানায় হত্যাচেষ্টা মামলাটি করেন ইনকিলাব মঞ্চের সদস্য সচিব আব্দুল্লাহ আল জাবের। জুলাই অভ্যুত্থান এবং আওয়ামী লীগ নিষিদ্ধের আন্দোলনের মধ্য দিয়ে পরিচিতি পাওয়া হাদি ত্রয়োদশ সংসদ নির্বাচনে	[877, 1375, 1153, 1728]
article-paragraph: সৃষ্টি হয়। এর আগে জানাজায় বক্তব্য রাখেন প্রধান উপদেষ্টা অধ্যাপক ড. মুহাম্মদ ইউনূস। ধর্ম বিষয়ক উপদেষ্টা আ ফ ম খালিদ হোসেন বক্তব্য দেন এবং শহীদ হাদির জীবনপঞ্জি পাঠ করে শোনান। আরো বক্তব্য রাখেন ইনকিলাব মঞ্চের সদস্য সচিব আবদুল্লাহ আল জাবের। সংসদ ভবনের দক্ষিণ প্লাজা ও মানিক মিয়া এভিনিউ জুড়ে আবেগ ও প্রতিবাদের মিশ্র চিত্র দেখা গেছে। কেউ হাদির মৃত্যুতে অশ্রুসিক্ত হন, আবার কেউ ফ্যাসিবাদ ও আধিপত্যবাদের বিরুদ্ধে স্লোগান দেন এবং হাদি হত্যার বিচার দাবি করেন। জুলাই গণ-অভ্যুত্থানের সম্মুখ সারির যোদ্ধা ও ইনকিলাব মঞ্চের আহ্বায়ক শরিফ ওসমান হাদি গত ১২ ডিসেম্বর গণসংযোগের জন্য রাজধানীর বিজয়নগর এলাকায় গেলে চলন্ত মোটরসাইকেল থেকে হাদিকে গুলি করা হয়। গুলিটি তার মাথায় লাগে। গুরুতর আহত অবস্থায় তাকে প্রথমে ঢাকা মেডিকেল কলেজ হাসপাতালে নেওয়া হয়। সেখানে অস্ত্রোপচারের পর ঢাকার এভারকেয়ার হাসপাতালে ভর্তি করা হয়। পরে উন্নত চিকিৎসার জন্য এয়ার অ্যাম্বুলেন্সে হাদিকে সিঙ্গাপুর জেনারেল হাসপাতালে নেওয়া হয়। সেখানে ১৮ ডিসেম্বর বৃহস্পতিবার রাতে চিকিৎসাধীন অবস্থায় হাদি শেষ নিঃশ্বাস ত্যাগ করেন। হাদির মৃত্যুতে সারা দেশে শোকের ছায়া নেমে আসে। ঢাকা-৮ আসনের স্বতন্ত্র প্রার্থী হিসেবে ঘোষণা দিয়ে নির্বাচনী প্রচারণা চালিয়ে যাচ্ছিলেন হাদি। সকালে শহীদ ওসমান হাদির মরদেহের ময়নাতদন্ত সোহরাওয়ার্দী হাসপাতালে সম্পন্ন হয়। পরে মরদেহটি পুনরায় নেওয়া হয় জাতীয় হৃদরোগ ইনস্টিটিউটে। সেখানে গোসল শেষে সহযোদ্ধা ও সমর্থকদের অংশগ্রহণে মিছিলসহ মরদেহটি মানিক মিয়া অ্যাভিনিউয়ের জাতীয় সংসদ ভবনের দক্ষিণ প্লাজায় নেওয়া হয়।	[877, 581, 1153, 934]
article-paragraph: নিয়ে যায় সরকার। চিকিৎসকদের সর্বাত্মক চেষ্টার পরও মৃত্যুর সঙ্গে লড়াইয়ে হেরে যান হাদি। বৃহস্পতিবার রাতে তার মৃত্যুর খবর জানান চিকিৎসকরা। ওসমান হাদি হত্যাকাণ্ডে জড়িত মূল সন্দেহভাজন নিষিদ্ধ সংগঠন ছাত্রলীগের সাবেক নেতা ফয়সল করিম মাসুদ ও তার সহযোগী আলমগীর শেখ। তারা ভারতে পালিয়ে গেছেন বলে জানিয়েছে বিভিন্ন সূত্র। মৃত্যুর পর ১৯ ডিসেম্বর সন্ধ্যায় ওসমান হাদির লাশ বাংলাদেশে আনা হয়। সেখান থেকে লাশ জাতীয় হৃদরোগ ইনস্টিটিউট ও হাসপাতালের হিমঘরে নেওয়া হয়। হাদির মৃত্যুতে গতকাল শনিবার রাষ্ট্রীয়ভাবে শোক পালন করা হয়েছে। দেশের সব সরকারি, আধাসরকারি ও স্বায়ত্বশাসিত প্রতিষ্ঠান এবং শিক্ষাপ্রতিষ্ঠানসহ সব সরকারি ও বেসরকারি ভবন এবং বিদেশে বাংলাদেশ মিশনে জাতীয় পতাকা অর্ধনমিত ছিল।	[587, 1775, 863, 1950]
continued-from-label: ১ম পাতার পর	[692, 140, 759, 154]
article-paragraph: বিএনপির ভারপ্রাপ্ত চেয়ারম্যান তারেক রহমানের দেশে ফেরার প্রসঙ্গ টেনে তিনি বলেন, আগামী ২৫ ডিসেম্বর তারেক রহমানের সমাবেশের মাধ্যমে স্পষ্ট বার্তা দেওয়া হবে কোনো ষড়যন্ত্র আর দানা বাঁধতে পারবে না। দলের বাকি মনোনয়ন বিষয়ে দ্রুত সিদ্ধান্ত জানানো হবে বলেও জানান বিএনপির স্থায়ী কমিটির এই সদস্য।	[587, 2269, 863, 2341]
article-headline: জড়িতদের দৃষ্টান্তমূলক	[51, 2331, 241, 2356]
article	[877, 84, 1153, 488]
article-paragraph: সংস্থাটি আরও জানায়, গেজেটের ১৩৩০৫ পৃষ্ঠায় ২য় ও ৩য় লাইনে উল্লিখিত সংবিধানের ১২৩ অনুচ্ছেদের অধীন শব্দ, চিহ্নসমূহ বিলুপ্ত হইবে; গেজেটের ১৩৩০৫ পৃষ্ঠায় মনোনয়নপত্র বাছাইয়ে রিটার্নিং অফিসারের সিদ্ধান্তের বিরুদ্ধে আপিল দায়েরের তারিখ এর বিপরীতে উল্লিখিত ২১-২৭ পৌষ, ৫-১১ জানুয়ারি, সোমবার-রোববার শব্দ, চিহ্নসমূহের পরিবর্তে ২১-২৫ পৌষ, ৫-৯ জানুয়ারি, সোমবার-শুক্রবার শব্দ, চিহ্নসমূহ প্রতিস্থাপিত হবে। গেজেটের ১৩৩০৬ পৃষ্ঠায় আপিল নিষ্পত্তির তারিখ এর বিপরীতে উল্লিখিত ২৮ পৌষ-৪ মাঘ, ১২-১৮ জানুয়ারি, সোমবার-রোববার' শব্দ, চিহ্নসমূহের পরিবর্তে '২৬ পৌষ-৪ মাঘ, ১০-১৮ জানুয়ারি, শনিবার-রোববার' শব্দ, চিহ্নসমূহ প্রতিস্থাপিত হবে।	[877, 1120, 1153, 1281]
column-4	[877, 80, 1153, 2389]
article	[587, 670, 863, 902]
continued-from-label: ১ম পাতার পর	[692, 973, 759, 987]
article-paragraph: কেন্দ্রীয় আহ্বায়ক কমিটি ঘোষণা করা হয়। আহ্বায়ক ইশরাক হোসেন বলেন, দেশের এই সংকটময় সময়ে একটি মহল রাজনৈতিক সুবিধা পাওয়ার আশায় মহান মুক্তিযুদ্ধকে হেয় প্রতিপন্ন করার চেষ্টা করছে। জাতীয়তাবাদী মুক্তিযুদ্ধের প্রজন্ম এই জাতির জন্যের প্রকৃত ইতিহাস নতুন প্রজন্মের কাছে পৌছে দিতে দৃঢ়ভাবে কাজ করবে এবং ইতিহাস বিকৃতির সব অপচেষ্টা রাজনৈতিক ও সামাজিকভাবে প্রতিহত করবে। তিনি আরও বলেন, তারেক রহমান ও আরাফাত রহমানের পিতা শহীদ প্রেসিডেন্ট জিয়াউর রহমান বীরউত্তম নিজের ও তার পরিবারের সদস্যদের জীবনের ঝুঁকি নিয়ে মহান স্বাধীনতার ঘোষণা দেন এবং রণাঙ্গনে নেতৃত্ব প্রদান করেন। অন্যদিকে, আমার বাবা বীর মুক্তিযোদ্ধা সাদেক হোসেন খোকার মতো কয়েক লাখ মুক্তিযোদ্ধা জীবনের মায়া ত্যাগ করে শক্তিশালী পাকিস্তানি বাহিনীকে বিতাড়িত করে আমাদের প্রিয় মাতৃভূমিকে স্বাধীন করেছিলেন। ইশরাক হোসেন আরও জানান, জাতীয়তাবাদী মুক্তিযুদ্ধের প্রজন্ম সব শহীদ মুক্তিযোদ্ধা এবং জীবিত মুক্তিযোদ্ধাদের যথাযথ স্বীকৃতি ও সম্মান নিশ্চিত করার লক্ষ্যেও নিরলসভাবে কাজ করবে। অন্যদিকে, সদস্য সচিব অ্যাডভোকেট কে এম কামরুজ্জামান নান্টু বলেন, নতুন এই আহ্বায়ক কমিটি সংগঠনের ভবিষ্যৎ কার্যক্রমকে আরও গতিশীল করবে। বিশেষ করে মুক্তিযুদ্ধের প্রজন্মকে সংগঠিত করা, সাংগঠনিক শক্তি বৃদ্ধি এবং দলের নীতি ও আদর্শ নবীন প্রজন্মের মধ্যে বিস্তারে এই কমিটি গুরুত্বপূর্ণ ভূমিকা রাখবে।	[8, 1413, 284, 1723]
continued-from-label: ১ম পাতার পর	[981, 1006, 1048, 1020]
article-headline: দেশে সংঘটিত পরিস্থিতিতে	[319, 84, 552, 109]
article-paragraph: যুক্তরাজ্য, আয়ারল্যান্ডসহ বিভিন্ন দেশে এই প্রশ্ন ছিল শীর্ষে। সাধারণ জ্ঞানভিত্তিক প্রশ্নও কম নয়। যেমন ডিম কতক্ষণ পোচ করতে হয়? পৃথিবীর ব্যাস কত? কীভাবে দ্রুত ঘুমানো যায়? রুবিকস কিউব সমাধান করার উপায় কী?	[8, 163, 284, 220]
logo-main: প্রত্যাশা	[1013, 36, 1090, 66]
article-paragraph: সাংগঠনিক দক্ষতা ও অটল দেশপ্রেম স্বাধীনতার সংগ্রামকে আরও সুসংহত করেছিল।' প্রধান উপদেষ্টা আরও বলেন, 'স্বাধীনতার পর এ.কে. খন্দকার বাংলাদেশ বিমান বাহিনী গঠনে অগ্রণী ভূমিকা পালন করেন এবং দেশের প্রথম বিমান বাহিনী প্রধান হিসেবে এই বাহিনীকে একটি সুসংগঠিত ও কার্যকর প্রতিষ্ঠান হিসেবে দাঁড় করাতে অসামান্য অবদান রাখেন।' শোকবার্তায় প্রধান উপদেষ্টা বিশেষভাবে উল্লেখ করেন যে, এ. কে. খন্দকার রণাঙ্গনের একজন সম্মুখসারির মুক্তিযোদ্ধা হয়েও দেশের স্বাধীনতার প্রকৃত ইতিহাস নিয়ে গ্রন্থ রচনা করে বিগত ফ্যাসিবাদী শাসনামলে ব্যাপক রোষানলে পড়েছিলেন। মহান মুক্তিযুদ্ধের প্রকৃত ইতিহাস তুলে ধরাই ছিল তৎকালীন শাসনের দৃষ্টিতে তার 'অপরাধ'। ড. ইউনূস এ.কে. খন্দকারকে একজন দৃঢ়চেতা, সৎ, সাহসী ও আদর্শনিষ্ঠ দেশপ্রেমিক হিসেবে অভিহিত করেন। বলেন, তার কর্ম, চিন্তা ও আদর্শ নতুন প্রজন্মের জন্য আজীবন অনুপ্রেরণার উৎস হয়ে থাকবে। সবশেষে প্রধান উপদেষ্টা মরহুমের বিদেহী আত্মার মাগফেরাত কামনা করেন এবং তার শোকসন্তপ্ত পরিবার-পরিজন, সহযোদ্ধা ও গুণগ্রাহীদের প্রতি গভীর সমবেদনা জানান। রাজনীতিতেও সক্রিয় ছিলেন এ কে খন্দকার। ২০০৮ সালের জাতীয় সংসদ নির্বাচনে তিনি পাবনা-২ (বেড়া-সুজানগর) আসন থেকে সংসদ সদস্য নির্বাচিত হন। এ কে খন্দকার দুই ছেলে, এক কন্যা ও তিন নাতি-নাতনিসহ অসংখ্য গুণগ্রাহী রেখে গেছেন। এর আগে গত ৮ জুন ঢাকার সম্মিলিত সামরিক হাসপাতালে (সিএমএইচ) চিকিৎসাধীন অবস্থায় তার সহধর্মিণী ফরিদা খন্দকার ইন্তেকাল করেন।	[877, 163, 1153, 487]
section-title-box	[501, 21, 619, 61]
chevron-right-icon: »	[28, 24, 39, 48]
page-number: ৭	[1116, 21, 1151, 61]
article-paragraph: এর আগে গত ৮ ডিসেম্বর রমনা মডেল থানা এলাকা থেকে শওকত মাহমুদ-কে গ্রেফতার করে ডিবি পুলিশ। পরে ১১ ডিসেম্বর আদালত তার পাঁচ দিনের রিমান্ড মঞ্জুর করেন।	[298, 1732, 574, 1774]
article-paragraph: দাম দিয়ে তাদেরকে কাগজ কেনানো হয়েছে যা এখনকার বাজারের চেয়ে প্রতি টনে ১৫ থেকে ২০ হাজার টাকা বেশি। এখন তারা এই কাগজ দিয়ে বই ছাপাবে কিনা, এনসিটিবি সিদ্ধান্ত দিতে পারছে না। নতুন করে কাগজ কেনার জন্য ব্যাংক তাদের আর লোনও দেবে না। এসব কারণে কম করে ২০ থেকে ২৫টা প্রেসের বই ছাপাতে দেরি হবে।'	[8, 1124, 284, 1195]
continued-from-label: শেষ পাতার পর	[111, 140, 182, 154]
